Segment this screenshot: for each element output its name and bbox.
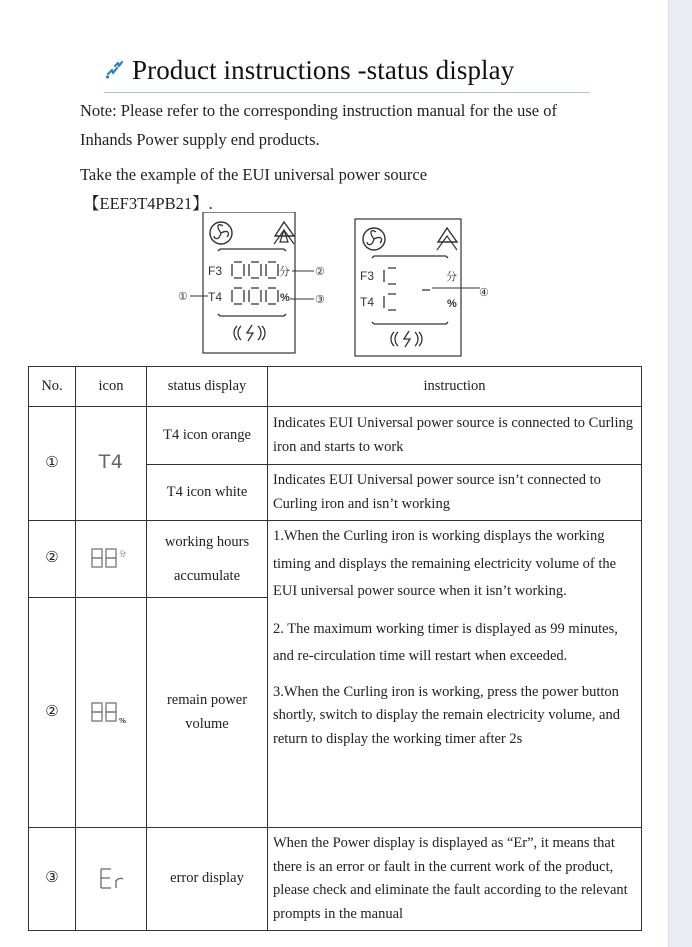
percent-icon-cell: [76, 598, 147, 828]
status-line: working hours: [164, 534, 250, 550]
header-instruction: instruction: [268, 367, 642, 407]
display-panel-left: [178, 212, 325, 353]
svg-text:分: 分: [119, 550, 126, 558]
minutes-label: 分: [279, 266, 290, 278]
t4-label: T4: [208, 290, 223, 304]
callout-4: ④: [479, 287, 489, 299]
status-line: volume: [185, 715, 229, 732]
segment-digits-right: [384, 268, 430, 310]
instruction-cell: Indicates EUI Universal power source isn’t connected to Curling iron and isn’t working: [268, 465, 642, 521]
section-title: [104, 52, 514, 88]
minutes-icon-cell: [76, 521, 147, 598]
header-icon: icon: [76, 367, 147, 407]
page-scroll-strip: [668, 0, 692, 947]
status-cell: error display: [147, 828, 268, 931]
t4-icon-cell: [76, 407, 147, 521]
example-model: 【EEF3T4PB21】.: [83, 194, 213, 213]
table-row: [29, 521, 642, 598]
row-number: ③: [29, 828, 76, 931]
f3-label-right: F3: [360, 269, 375, 283]
display-diagrams: [170, 212, 510, 362]
display-panel-right: [355, 219, 489, 356]
table-row: [29, 828, 642, 931]
fan-icon-right: [363, 228, 385, 250]
example-intro: Take the example of the EUI universal power source: [80, 165, 428, 184]
f3-label: F3: [208, 264, 223, 278]
triangle-fan-icon: [274, 222, 294, 244]
percent-label: %: [280, 292, 290, 304]
minutes-label-right: 分: [446, 271, 457, 283]
segment-digits-bottom: [232, 288, 278, 304]
status-line: accumulate: [173, 568, 240, 584]
digit-88-percent-icon: [89, 700, 133, 726]
shared-instruction-cell: [268, 521, 642, 828]
svg-text:%: %: [119, 716, 127, 725]
charging-icon-right: [391, 331, 422, 347]
title-divider: [104, 92, 590, 93]
callout-1: ①: [178, 291, 188, 303]
table-row: [29, 407, 642, 465]
instruction-cell: Indicates EUI Universal power source is connected to Curling iron and starts to work: [268, 407, 642, 465]
t4-label-right: T4: [360, 295, 375, 309]
instruction-paragraph: 3.When the Curling iron is working, press the power button shortly, switch to display the remain electricity volume, and return to display the working timer after 2s: [273, 683, 620, 747]
page-title: Product instructions -status display: [132, 54, 515, 85]
row-number: ②: [29, 521, 76, 598]
lightning-icon: [104, 59, 126, 81]
status-cell: T4 icon white: [147, 465, 268, 521]
status-cell: [147, 598, 268, 828]
percent-label-right: %: [447, 298, 457, 310]
header-status: status display: [147, 367, 268, 407]
header-no: No.: [29, 367, 76, 407]
instruction-paragraph: 2. The maximum working timer is displayed as 99 minutes, and re-circulation time will restart when exceeded.: [273, 620, 618, 664]
instruction-cell: When the Power display is displayed as “Er”, it means that there is an error or fault in the current work of the product, please check and eliminate the fault according to the relevant prompts in the manual: [268, 828, 642, 931]
status-cell: [147, 521, 268, 598]
triangle-fan-icon-right: [437, 228, 457, 250]
table-header-row: [29, 367, 642, 407]
row-number: ②: [29, 598, 76, 828]
status-cell: T4 icon orange: [147, 407, 268, 465]
error-er-icon: [93, 866, 129, 892]
error-icon-cell: [76, 828, 147, 931]
charging-icon: [234, 325, 265, 341]
row-number: ①: [29, 407, 76, 521]
digit-88-minutes-icon: [89, 546, 133, 572]
status-table: [28, 366, 642, 931]
segment-digits-top: [232, 262, 278, 278]
fan-icon: [210, 222, 232, 244]
callout-2: ②: [315, 266, 325, 278]
t4-icon: T4: [98, 450, 124, 473]
example-text: [80, 160, 600, 218]
instruction-paragraph: 1.When the Curling iron is working displays the working timing and displays the remaining electricity volume of the EUI universal power source when it isn’t working.: [273, 528, 617, 599]
note-text: Note: Please refer to the corresponding instruction manual for the use of Inhands Power supply end products.: [80, 101, 557, 149]
status-line: remain power: [166, 692, 248, 708]
callout-3: ③: [315, 294, 325, 306]
